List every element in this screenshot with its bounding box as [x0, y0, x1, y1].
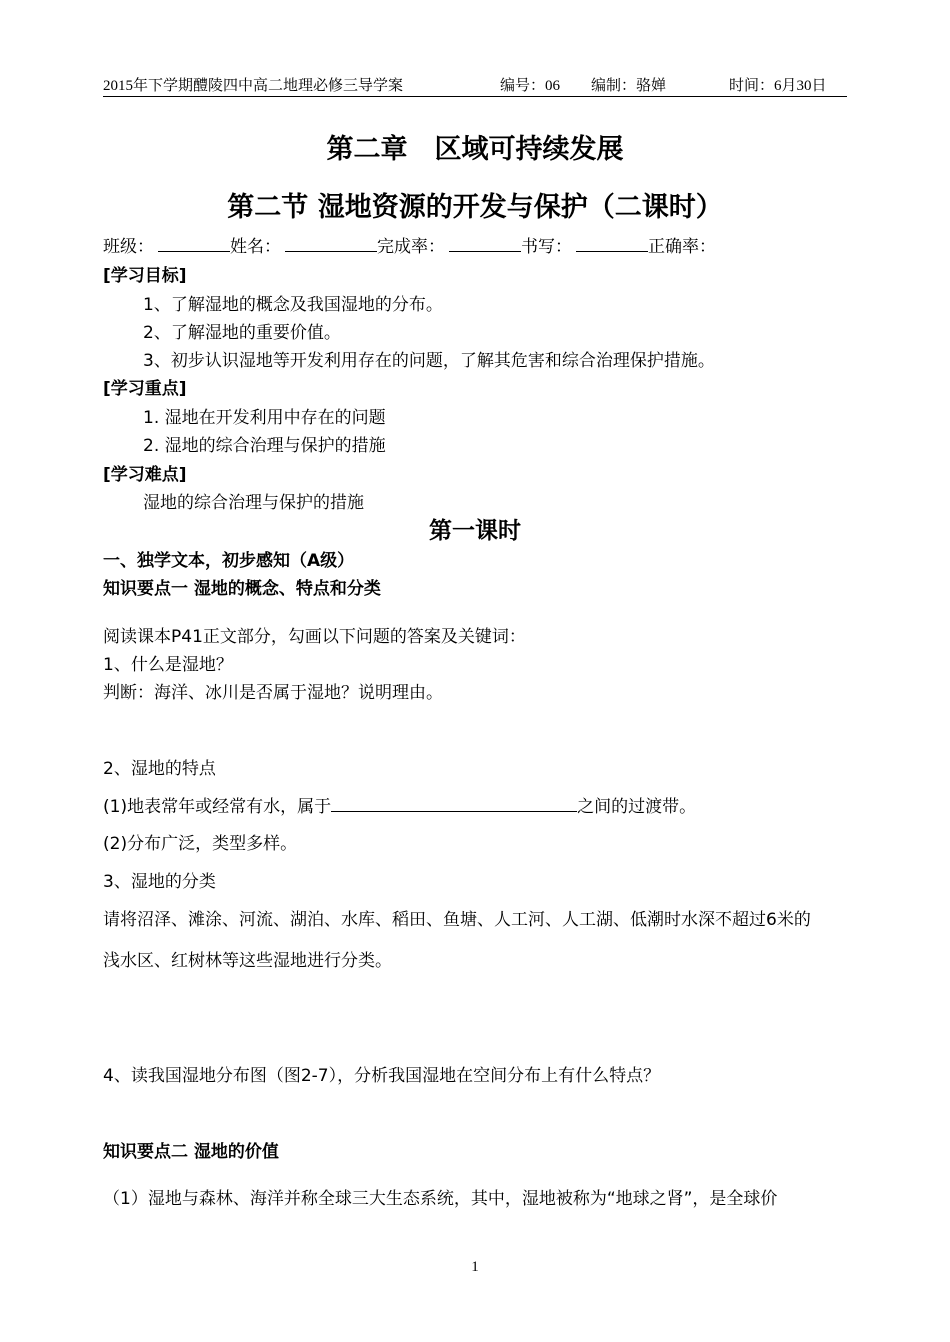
question-3: 3、湿地的分类	[103, 872, 216, 892]
q2-item-1-prefix: (1)地表常年或经常有水，属于	[103, 797, 332, 817]
completion-label: 完成率：	[377, 237, 445, 257]
q2-item-1-suffix: 之间的过渡带。	[577, 797, 697, 817]
writing-label: 书写：	[521, 237, 572, 257]
goal-item: 1、了解湿地的概念及我国湿地的分布。	[143, 295, 443, 315]
key-point-item: 1. 湿地在开发利用中存在的问题	[143, 408, 386, 428]
difficulty-item: 湿地的综合治理与保护的措施	[143, 493, 364, 513]
answer-blank[interactable]	[331, 810, 577, 812]
judge-question: 判断：海洋、冰川是否属于湿地？说明理由。	[103, 683, 443, 703]
question-1: 1、什么是湿地？	[103, 655, 233, 675]
goals-heading: [学习目标]	[103, 266, 187, 286]
lesson-title: 第一课时	[429, 518, 521, 544]
difficulties-heading: [学习难点]	[103, 465, 187, 485]
writing-blank[interactable]	[576, 250, 648, 252]
page-header	[103, 74, 847, 97]
accuracy-label: 正确率：	[648, 237, 716, 257]
goal-item: 2、了解湿地的重要价值。	[143, 323, 341, 343]
class-blank[interactable]	[158, 250, 230, 252]
name-blank[interactable]	[285, 250, 377, 252]
key-points-heading: [学习重点]	[103, 379, 187, 399]
completion-blank[interactable]	[449, 250, 521, 252]
q2-item-2: (2)分布广泛，类型多样。	[103, 834, 298, 854]
chapter-title: 第二章 区域可持续发展	[326, 134, 624, 165]
key-point-item: 2. 湿地的综合治理与保护的措施	[143, 436, 386, 456]
page-number: 1	[471, 1259, 479, 1275]
q3-text-line-1: 请将沼泽、滩涂、河流、湖泊、水库、稻田、鱼塘、人工河、人工湖、低潮时水深不超过6米的	[103, 910, 811, 930]
value-text: （1）湿地与森林、海洋并称全球三大生态系统，其中，湿地被称为“地球之肾”，是全球价	[103, 1189, 778, 1209]
knowledge-point-two: 知识要点二 湿地的价值	[103, 1142, 279, 1162]
part-one-heading: 一、独学文本，初步感知（A级）	[103, 551, 355, 571]
header-date: 时间：6月30日	[729, 78, 827, 94]
header-school: 2015年下学期醴陵四中高二地理必修三导学案	[103, 78, 404, 94]
question-4: 4、读我国湿地分布图（图2-7），分析我国湿地在空间分布上有什么特点？	[103, 1066, 661, 1086]
read-instruction: 阅读课本P41正文部分，勾画以下问题的答案及关键词：	[103, 627, 526, 647]
q2-item-1	[103, 792, 696, 817]
header-number: 编号：06	[500, 78, 561, 94]
knowledge-point-one: 知识要点一 湿地的概念、特点和分类	[103, 579, 381, 599]
class-label: 班级：	[103, 237, 154, 257]
name-label: 姓名：	[230, 237, 281, 257]
student-info-row	[103, 232, 716, 257]
section-title: 第二节 湿地资源的开发与保护（二课时）	[227, 192, 723, 223]
question-2: 2、湿地的特点	[103, 759, 216, 779]
q3-text-line-2: 浅水区、红树林等这些湿地进行分类。	[103, 951, 392, 971]
header-editor: 编制：骆婵	[591, 78, 667, 94]
goal-item: 3、初步认识湿地等开发利用存在的问题，了解其危害和综合治理保护措施。	[143, 351, 715, 371]
